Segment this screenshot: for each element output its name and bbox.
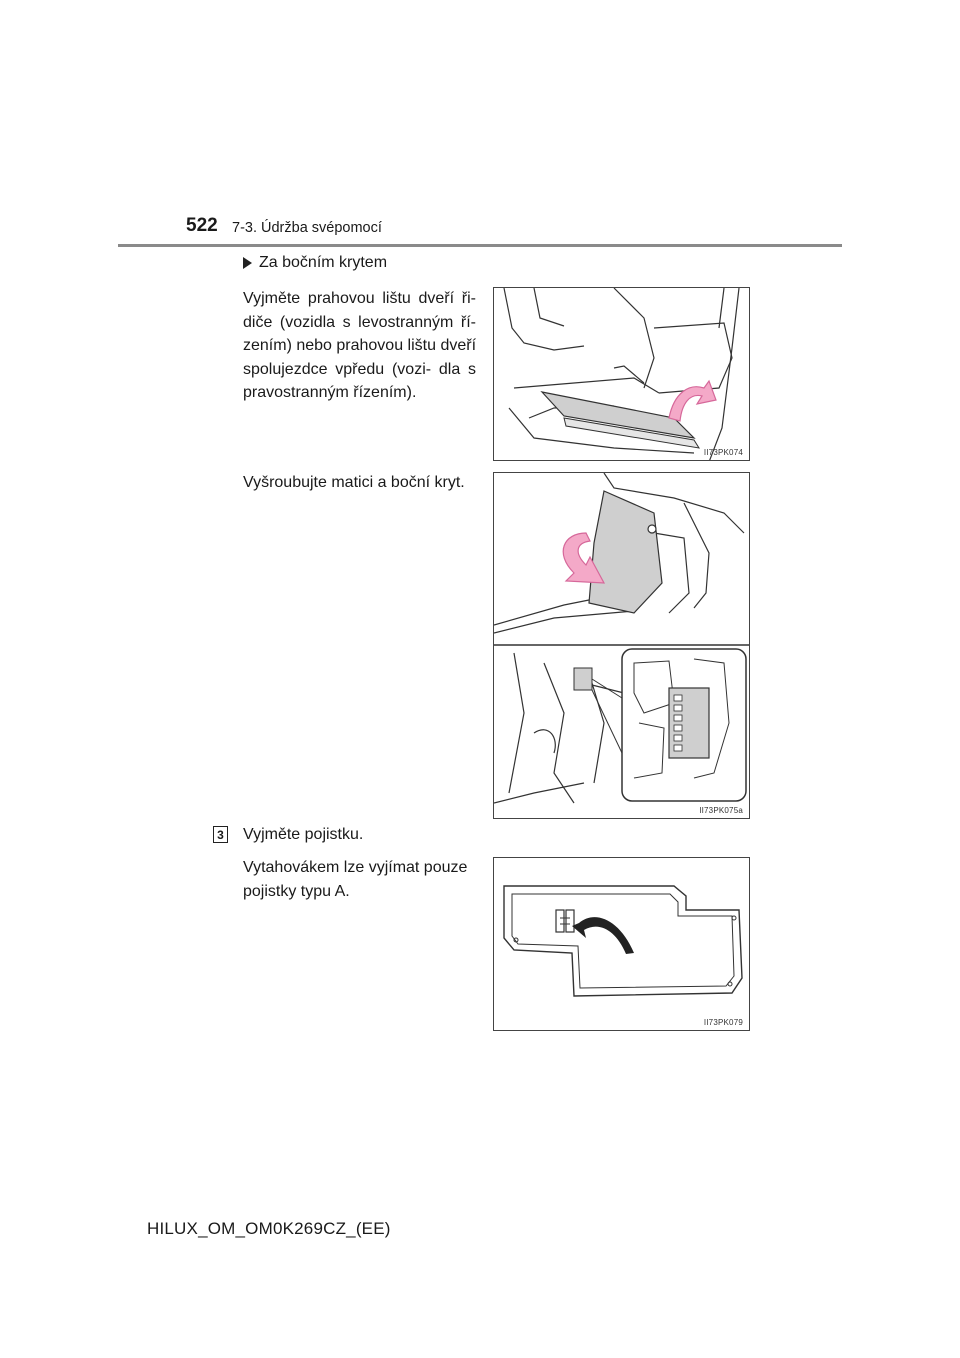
section-title: 7-3. Údržba svépomocí	[232, 220, 382, 236]
figure-scuff-plate	[493, 287, 750, 461]
instruction-paragraph-1: Vyjměte prahovou lištu dveří ři- diče (vozidla s levostranným ří- zením) nebo prahovou lištu dveří spolujezdce vpředu (vozi- dla s pravostranným řízením).	[243, 290, 477, 401]
figure-side-cover	[493, 472, 750, 819]
footer-doc-code: HILUX_OM_OM0K269CZ_(EE)	[147, 1219, 391, 1238]
figure-fuse-puller	[493, 857, 750, 1031]
side-cover-illustration	[494, 473, 750, 819]
figure-code-2: II73PK075a	[699, 806, 743, 815]
page-number: 522	[186, 215, 218, 236]
sub-heading	[243, 254, 387, 272]
instruction-paragraph-2: Vyšroubujte matici a boční kryt.	[243, 474, 465, 491]
figure-code-3: II73PK079	[703, 1018, 743, 1027]
sub-heading-text: Za bočním krytem	[259, 254, 388, 271]
step-3-text: Vyjměte pojistku.	[243, 826, 364, 843]
figure-code-1: II73PK074	[703, 448, 743, 457]
step-number-badge: 3	[213, 826, 228, 843]
header-rule	[118, 244, 842, 247]
triangle-bullet-icon	[243, 257, 252, 269]
fuse-box-cover-illustration	[494, 858, 750, 1031]
scuff-plate-illustration	[494, 288, 750, 461]
instruction-paragraph-4: Vytahovákem lze vyjímat pouze pojistky typu A.	[243, 859, 468, 900]
